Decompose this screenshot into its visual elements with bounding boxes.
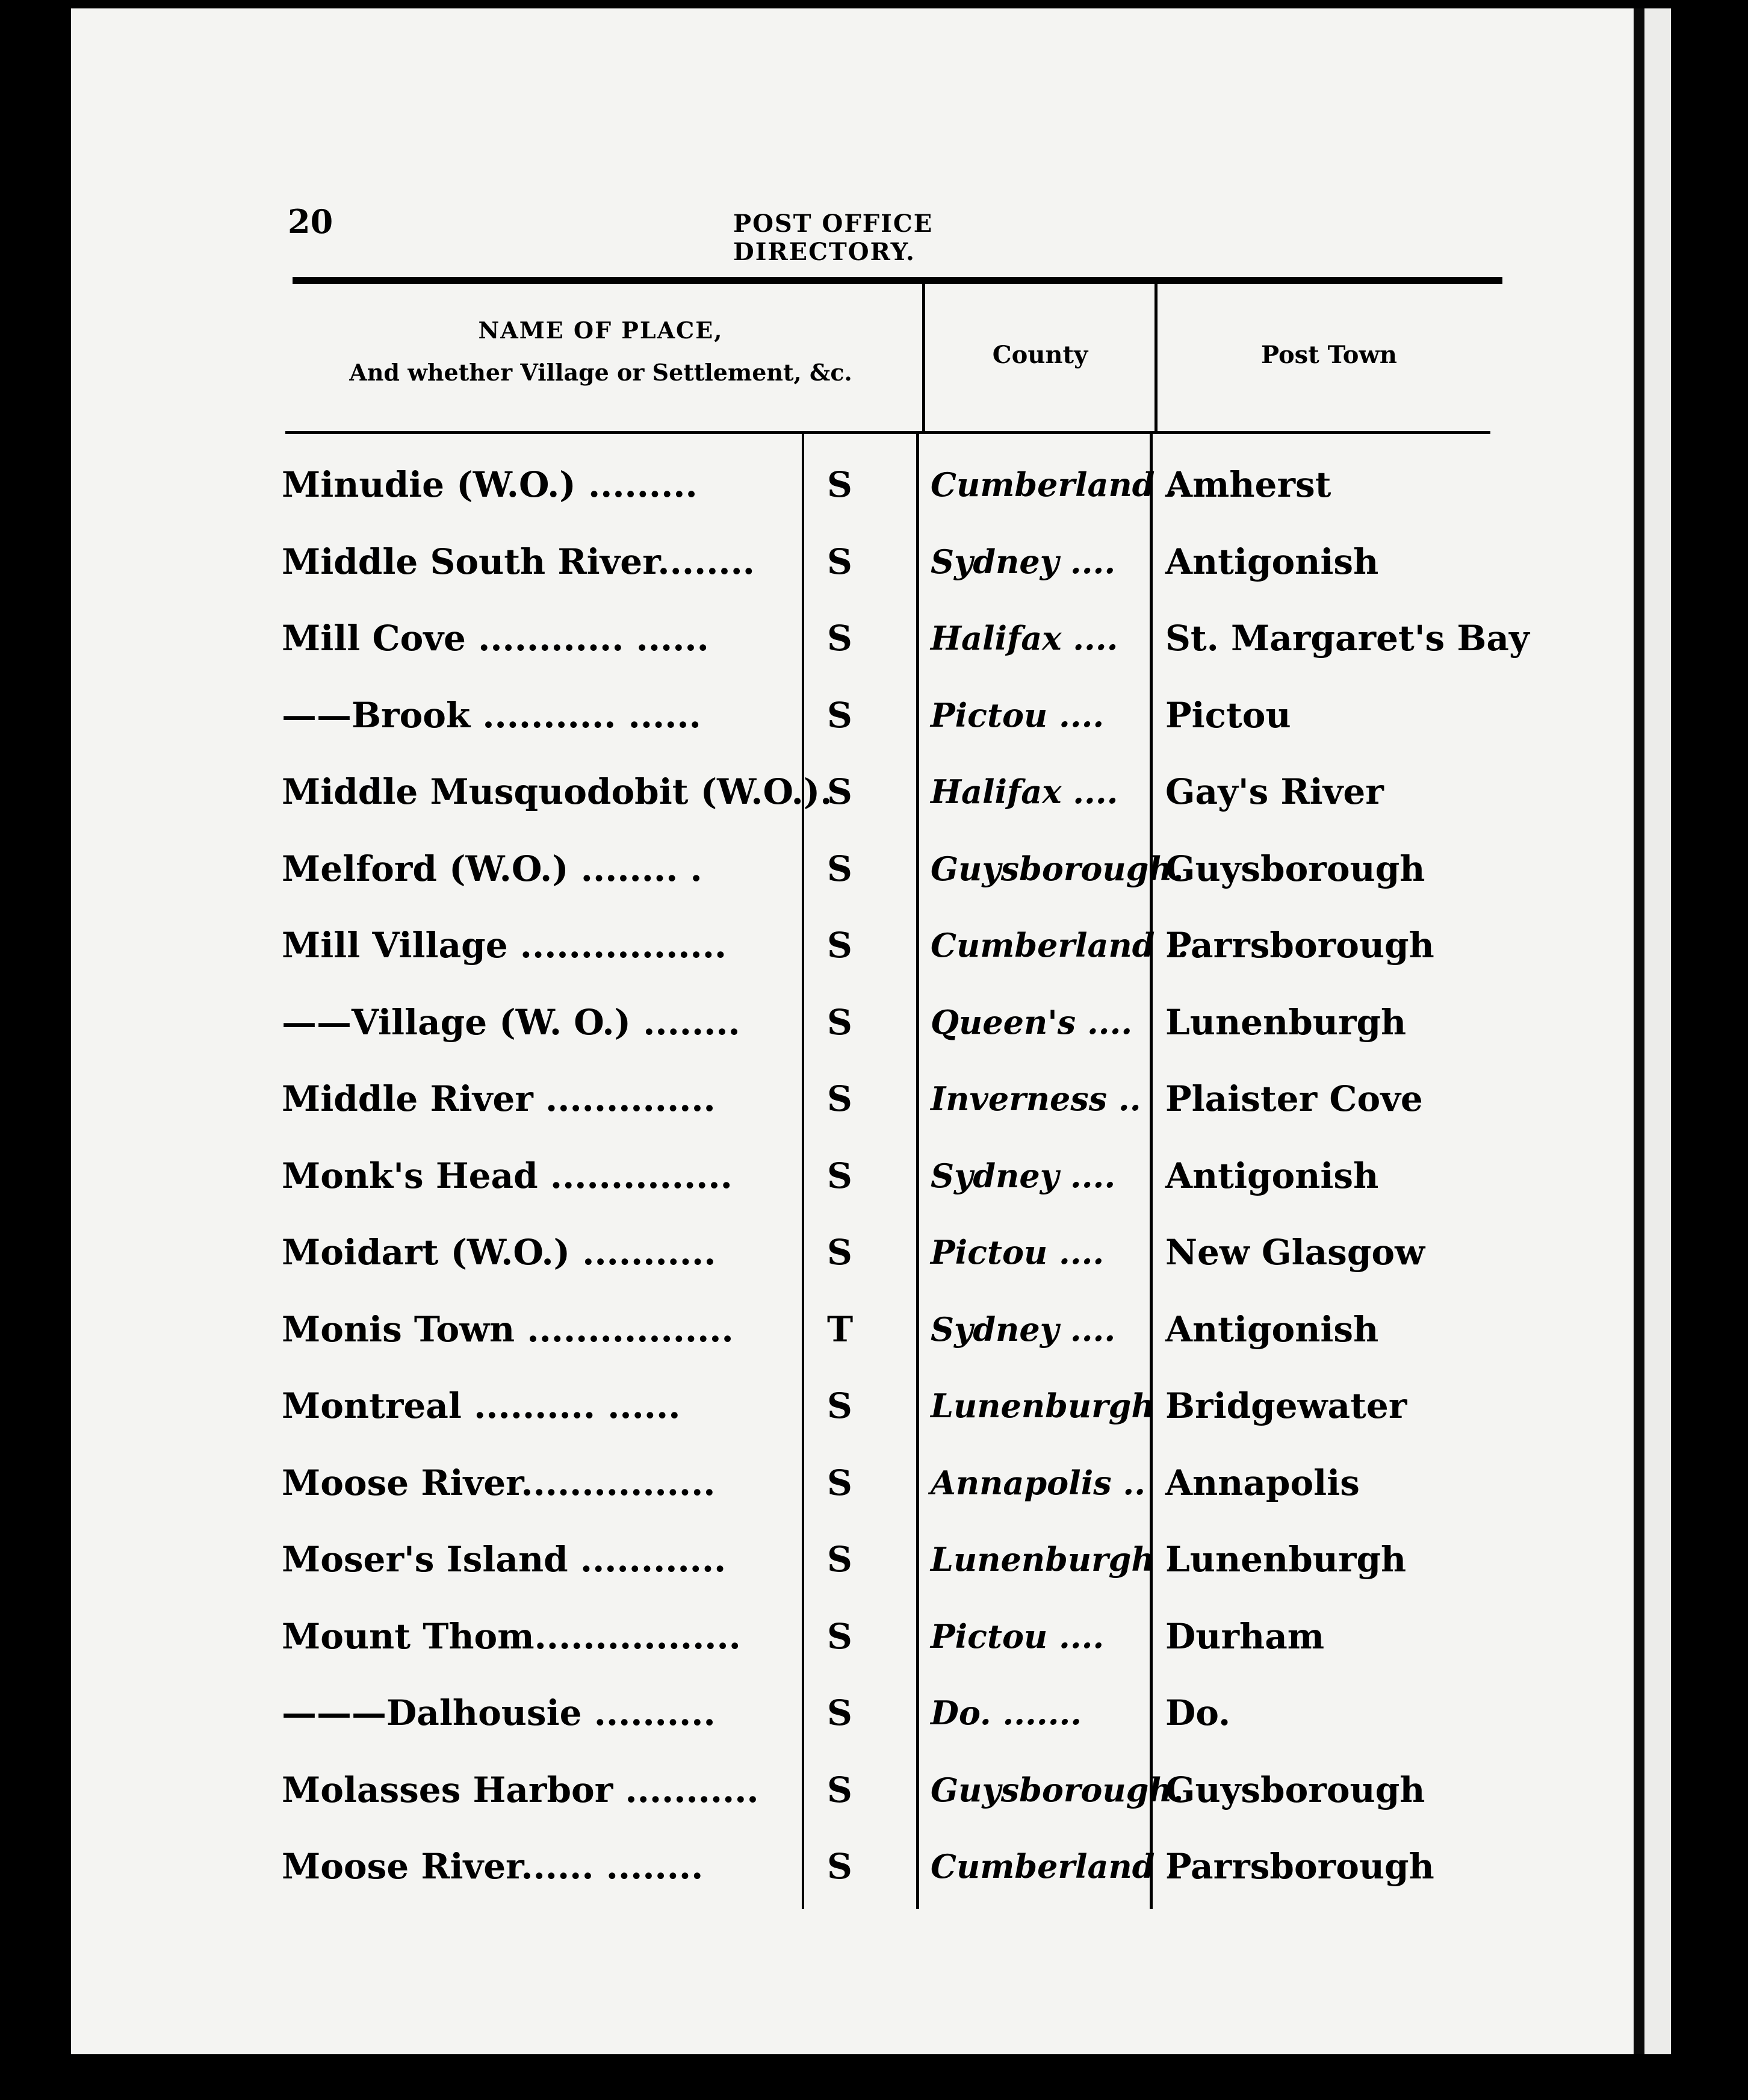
place-name: ——Village (W. O.) ........ [282,1002,740,1043]
place-kind: S [827,1155,852,1196]
post-town-name: St. Margaret's Bay [1165,618,1530,659]
county-name: Cumberland . [931,465,1178,504]
book-spine [1634,8,1644,2054]
table-row [71,924,1634,1001]
county-name: Halifax .... [931,619,1118,657]
post-town-name: Antigonish [1165,1155,1379,1196]
place-name: Melford (W.O.) ........ . [282,848,702,889]
county-name: Lunenburgh . [931,1387,1178,1425]
place-name: Moser's Island ............ [282,1539,727,1580]
post-town-name: Durham [1165,1616,1325,1657]
column-divider [922,284,925,431]
place-name: ——Brook ........... ...... [282,695,701,736]
header-rule [285,431,1490,434]
place-kind: S [827,1078,852,1119]
column-header-name-line2: And whether Village or Settlement, &c. [349,359,852,386]
county-name: Annapolis .. [931,1464,1146,1502]
table-row [71,1001,1634,1078]
county-name: Sydney .... [931,542,1116,581]
place-kind: S [827,618,852,659]
place-name: Middle River .............. [282,1078,716,1119]
table-row [71,694,1634,771]
county-name: Inverness .. [931,1080,1141,1118]
place-name: Monk's Head ............... [282,1155,733,1196]
post-town-name: Amherst [1165,464,1331,505]
county-name: Guysborough. [931,1771,1184,1809]
table-row [71,1538,1634,1615]
column-header-county: County [992,341,1088,369]
table-row [71,771,1634,848]
place-name: Minudie (W.O.) ......... [282,464,698,505]
place-kind: S [827,1232,852,1273]
county-name: Sydney .... [931,1157,1116,1195]
county-name: Cumberland . [931,1847,1178,1886]
top-rule [293,277,1502,284]
post-town-name: Parrsborough [1165,1846,1434,1887]
directory-page [71,8,1634,2054]
place-kind: S [827,1846,852,1887]
table-row [71,617,1634,694]
place-name: Mill Cove ............ ...... [282,618,709,659]
table-row [71,1231,1634,1308]
table-row [71,1308,1634,1385]
place-name: Montreal .......... ...... [282,1385,681,1426]
place-kind: S [827,541,852,582]
place-name: Moose River...... ........ [282,1846,704,1887]
post-town-name: Lunenburgh [1165,1539,1407,1580]
place-kind: S [827,1002,852,1043]
post-town-name: Gay's River [1165,771,1384,812]
table-row [71,1155,1634,1232]
place-name: Moose River................ [282,1462,716,1503]
table-row [71,1692,1634,1769]
table-row [71,1615,1634,1692]
place-kind: S [827,771,852,812]
column-divider [1154,284,1158,431]
post-town-name: Antigonish [1165,541,1379,582]
post-town-name: Pictou [1165,695,1291,736]
running-title: POST OFFICE DIRECTORY. [733,210,934,266]
post-town-name: Lunenburgh [1165,1002,1407,1043]
place-kind: S [827,1616,852,1657]
place-kind: S [827,1539,852,1580]
place-name: Middle South River........ [282,541,755,582]
place-kind: S [827,1769,852,1810]
place-kind: T [827,1309,854,1350]
county-name: Lunenburgh . [931,1540,1178,1579]
post-town-name: Plaister Cove [1165,1078,1423,1119]
column-header-post-town: Post Town [1261,341,1397,369]
county-name: Sydney .... [931,1310,1116,1349]
table-row [71,1845,1634,1922]
place-kind: S [827,464,852,505]
table-row [71,1078,1634,1155]
place-name: ———Dalhousie .......... [282,1692,716,1733]
table-row [71,464,1634,541]
table-row [71,1462,1634,1539]
post-town-name: Guysborough [1165,848,1425,889]
county-name: Guysborough. [931,850,1184,888]
place-name: Mount Thom................. [282,1616,741,1657]
place-name: Moidart (W.O.) ........... [282,1232,716,1273]
post-town-name: New Glasgow [1165,1232,1425,1273]
place-kind: S [827,1385,852,1426]
place-kind: S [827,925,852,966]
place-kind: S [827,1462,852,1503]
table-row [71,1769,1634,1846]
post-town-name: Annapolis [1165,1462,1360,1503]
place-kind: S [827,848,852,889]
post-town-name: Parrsborough [1165,925,1434,966]
county-name: Pictou .... [931,696,1105,735]
place-kind: S [827,1692,852,1733]
table-row [71,1385,1634,1462]
place-name: Monis Town ................. [282,1309,734,1350]
post-town-name: Bridgewater [1165,1385,1407,1426]
column-header-name-line1: NAME OF PLACE, [478,317,724,344]
table-row [71,541,1634,618]
county-name: Cumberland .. [931,926,1189,965]
table-row [71,848,1634,925]
county-name: Do. ....... [931,1694,1082,1732]
place-name: Middle Musquodobit (W.O.). [282,771,832,812]
county-name: Pictou .... [931,1617,1105,1656]
page-number: 20 [288,202,333,241]
county-name: Pictou .... [931,1233,1105,1272]
place-name: Molasses Harbor ........... [282,1769,759,1810]
place-name: Mill Village ................. [282,925,727,966]
post-town-name: Antigonish [1165,1309,1379,1350]
post-town-name: Guysborough [1165,1769,1425,1810]
county-name: Queen's .... [931,1003,1133,1042]
post-town-name: Do. [1165,1692,1231,1733]
place-kind: S [827,695,852,736]
county-name: Halifax .... [931,772,1118,811]
facing-page-edge [1644,8,1671,2054]
